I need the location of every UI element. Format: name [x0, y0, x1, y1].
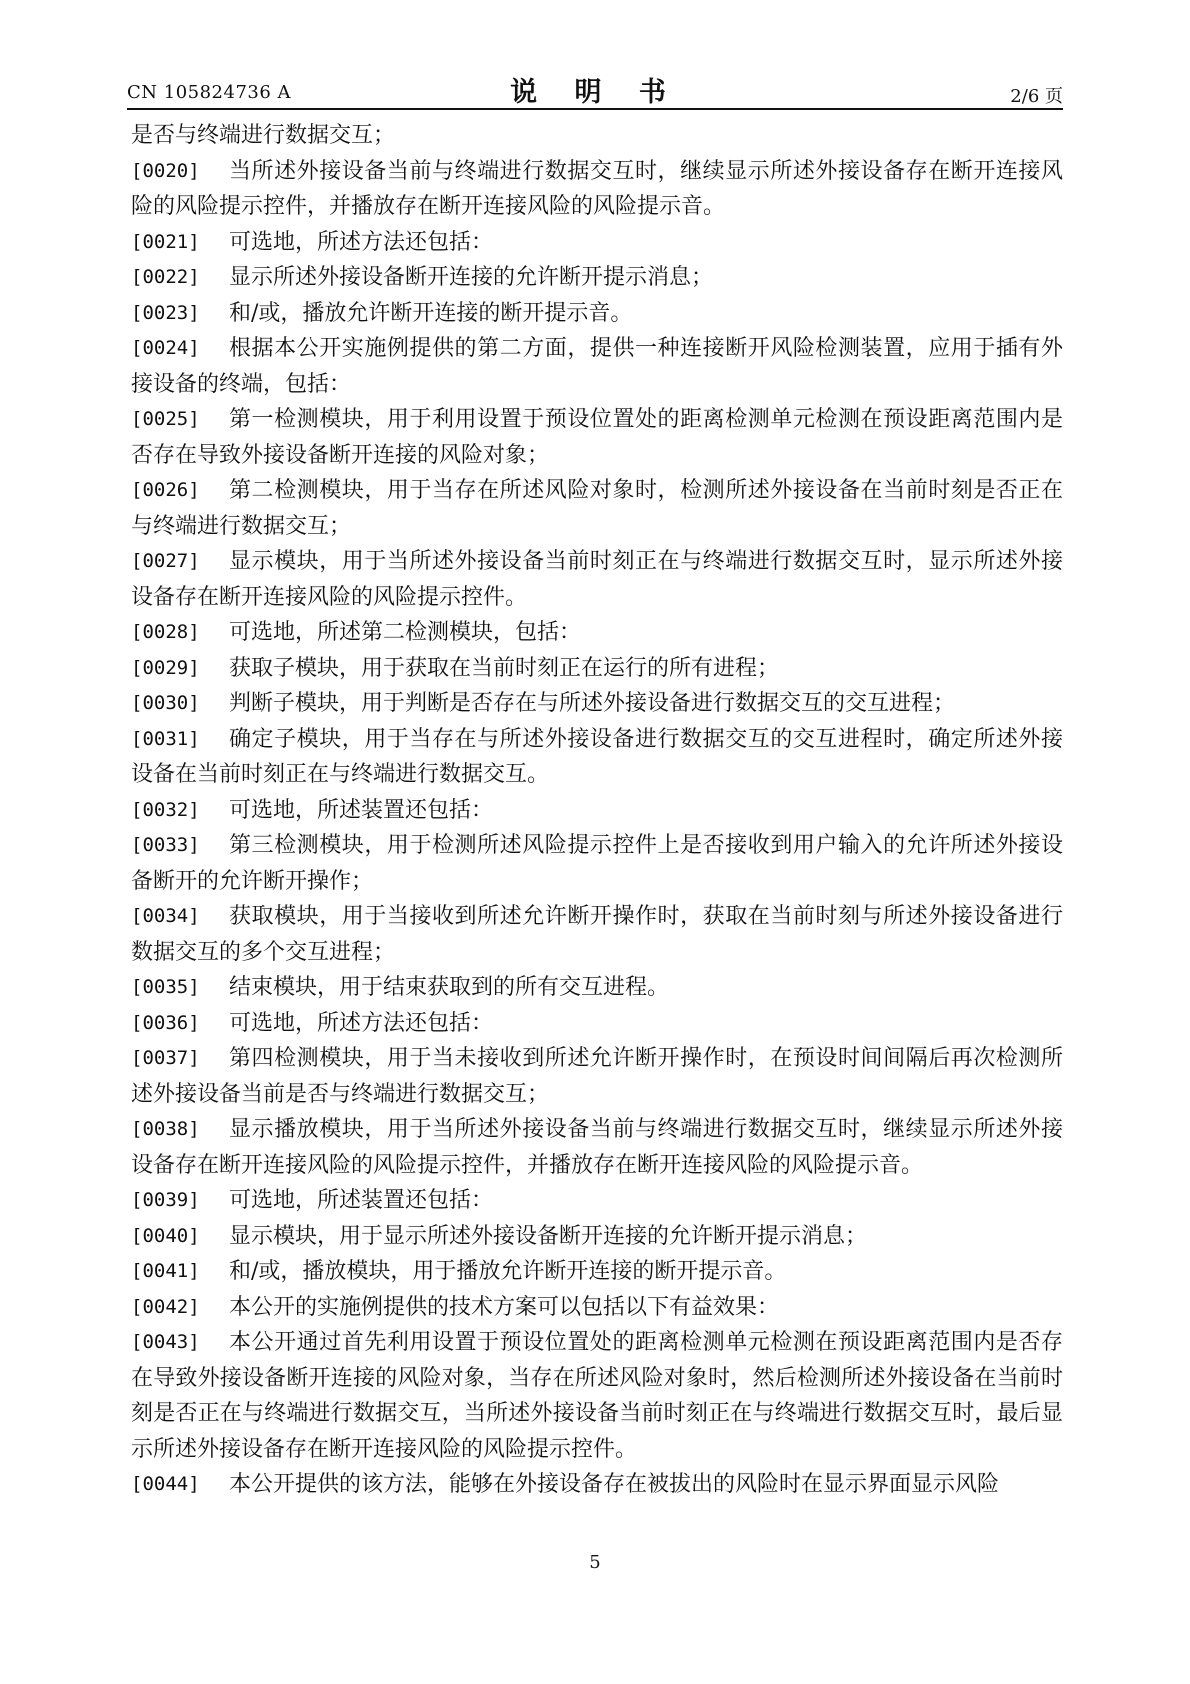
paragraph — [131, 1467, 1063, 1503]
page-title: 说 明 书 — [510, 77, 680, 108]
paragraph — [131, 1290, 1063, 1326]
paragraph — [131, 1254, 1063, 1290]
paragraph-text: 可选地，所述装置还包括： — [229, 1188, 494, 1213]
paragraph-text: 获取模块，用于当接收到所述允许断开操作时，获取在当前时刻与所述外接设备进行数据交互的多个交互进程； — [131, 904, 1063, 965]
paragraph — [131, 118, 1063, 154]
page-number: 5 — [589, 1552, 601, 1573]
paragraph-number: [0041] — [131, 1260, 200, 1282]
paragraph — [131, 651, 1063, 687]
paragraph-text: 可选地，所述方法还包括： — [229, 229, 494, 255]
paragraph-text: 当所述外接设备当前与终端进行数据交互时，继续显示所述外接设备存在断开连接风险的风险提示控件，并播放存在断开连接风险的风险提示音。 — [131, 158, 1063, 219]
paragraph-text: 是否与终端进行数据交互； — [131, 123, 396, 148]
paragraph — [131, 970, 1063, 1006]
paragraph-text: 本公开通过首先利用设置于预设位置处的距离检测单元检测在预设距离范围内是否存在导致外接设备断开连接的风险对象，当存在所述风险对象时，然后检测所述外接设备在当前时刻是否正在与终端进行数据交互，当所述外接设备当前时刻正在与终端进行数据交互时，最后显示所述外接设备存在断开连接风险的风险提示控件。 — [131, 1330, 1063, 1462]
paragraph — [131, 296, 1063, 332]
paragraph-number: [0034] — [131, 905, 200, 927]
page-count: 2/6 页 — [1010, 86, 1063, 107]
paragraph-text: 可选地，所述方法还包括： — [229, 1010, 494, 1036]
paragraph-text: 确定子模块，用于当存在与所述外接设备进行数据交互的交互进程时，确定所述外接设备在当前时刻正在与终端进行数据交互。 — [131, 726, 1063, 787]
paragraph — [131, 615, 1063, 651]
paragraph — [131, 722, 1063, 793]
paragraph — [131, 1325, 1063, 1467]
paragraph — [131, 793, 1063, 829]
paragraph — [131, 402, 1063, 473]
paragraph — [131, 473, 1063, 544]
paragraph-number: [0028] — [131, 621, 200, 643]
paragraph-number: [0025] — [131, 408, 200, 430]
paragraph-number: [0038] — [131, 1118, 200, 1140]
paragraph-number: [0043] — [131, 1331, 200, 1353]
paragraph — [131, 1219, 1063, 1255]
paragraph-number: [0022] — [131, 266, 200, 288]
paragraph-text: 判断子模块，用于判断是否存在与所述外接设备进行数据交互的交互进程； — [229, 691, 956, 716]
paragraph-number: [0031] — [131, 727, 200, 750]
paragraph-text: 可选地，所述装置还包括： — [229, 797, 494, 823]
paragraph-text: 第二检测模块，用于当存在所述风险对象时，检测所述外接设备在当前时刻是否正在与终端进行数据交互； — [131, 478, 1063, 539]
paragraph — [131, 686, 1063, 722]
paragraph-number: [0036] — [131, 1011, 200, 1034]
paragraph-text: 获取子模块，用于获取在当前时刻正在运行的所有进程； — [229, 655, 780, 681]
paragraph — [131, 544, 1063, 615]
paragraph-number: [0035] — [131, 976, 200, 998]
paragraph-text: 本公开的实施例提供的技术方案可以包括以下有益效果： — [229, 1294, 780, 1320]
paragraph — [131, 154, 1063, 225]
paragraph-number: [0033] — [131, 834, 200, 856]
paragraph — [131, 1041, 1063, 1112]
paragraph-number: [0024] — [131, 337, 200, 359]
paragraph-text: 第三检测模块，用于检测所述风险提示控件上是否接收到用户输入的允许所述外接设备断开的允许断开操作； — [131, 833, 1063, 894]
paragraph-text: 显示模块，用于当所述外接设备当前时刻正在与终端进行数据交互时，显示所述外接设备存在断开连接风险的风险提示控件。 — [131, 549, 1063, 610]
paragraph-number: [0040] — [131, 1224, 200, 1247]
paragraph-text: 可选地，所述第二检测模块，包括： — [229, 620, 582, 645]
paragraph-text: 第一检测模块，用于利用设置于预设位置处的距离检测单元检测在预设距离范围内是否存在导致外接设备断开连接的风险对象； — [131, 407, 1063, 468]
paragraph-number: [0029] — [131, 656, 200, 679]
paragraph-number: [0026] — [131, 479, 200, 501]
paragraph-number: [0020] — [131, 159, 200, 182]
paragraph — [131, 1183, 1063, 1219]
paragraph-text: 和/或，播放允许断开连接的断开提示音。 — [229, 300, 633, 326]
paragraph-number: [0042] — [131, 1295, 200, 1318]
paragraph-text: 第四检测模块，用于当未接收到所述允许断开操作时，在预设时间间隔后再次检测所述外接设备当前是否与终端进行数据交互； — [131, 1046, 1063, 1107]
paragraph-number: [0039] — [131, 1189, 200, 1211]
paragraph-number: [0027] — [131, 550, 200, 572]
paragraph-number: [0032] — [131, 798, 200, 821]
paragraph-text: 显示模块，用于显示所述外接设备断开连接的允许断开提示消息； — [229, 1223, 868, 1249]
paragraph — [131, 1112, 1063, 1183]
paragraph-number: [0037] — [131, 1047, 200, 1069]
patent-number: CN 105824736 A — [127, 82, 292, 103]
paragraph — [131, 260, 1063, 296]
paragraph-text: 显示播放模块，用于当所述外接设备当前与终端进行数据交互时，继续显示所述外接设备存在断开连接风险的风险提示控件，并播放存在断开连接风险的风险提示音。 — [131, 1117, 1063, 1178]
paragraph-text: 结束模块，用于结束获取到的所有交互进程。 — [229, 975, 670, 1000]
paragraph-text: 显示所述外接设备断开连接的允许断开提示消息； — [229, 265, 714, 290]
header-divider — [127, 108, 1063, 110]
paragraph — [131, 225, 1063, 261]
paragraph — [131, 331, 1063, 402]
paragraph-text: 根据本公开实施例提供的第二方面，提供一种连接断开风险检测装置，应用于插有外接设备的终端，包括： — [131, 336, 1063, 397]
paragraph — [131, 828, 1063, 899]
page-header — [127, 66, 1063, 110]
paragraph-number: [0021] — [131, 230, 200, 253]
document-body — [131, 118, 1063, 1503]
paragraph-number: [0030] — [131, 692, 200, 714]
paragraph-text: 本公开提供的该方法，能够在外接设备存在被拔出的风险时在显示界面显示风险 — [229, 1472, 1000, 1497]
paragraph — [131, 899, 1063, 970]
paragraph — [131, 1006, 1063, 1042]
paragraph-text: 和/或，播放模块，用于播放允许断开连接的断开提示音。 — [229, 1259, 787, 1284]
paragraph-number: [0044] — [131, 1473, 200, 1495]
paragraph-number: [0023] — [131, 301, 200, 324]
